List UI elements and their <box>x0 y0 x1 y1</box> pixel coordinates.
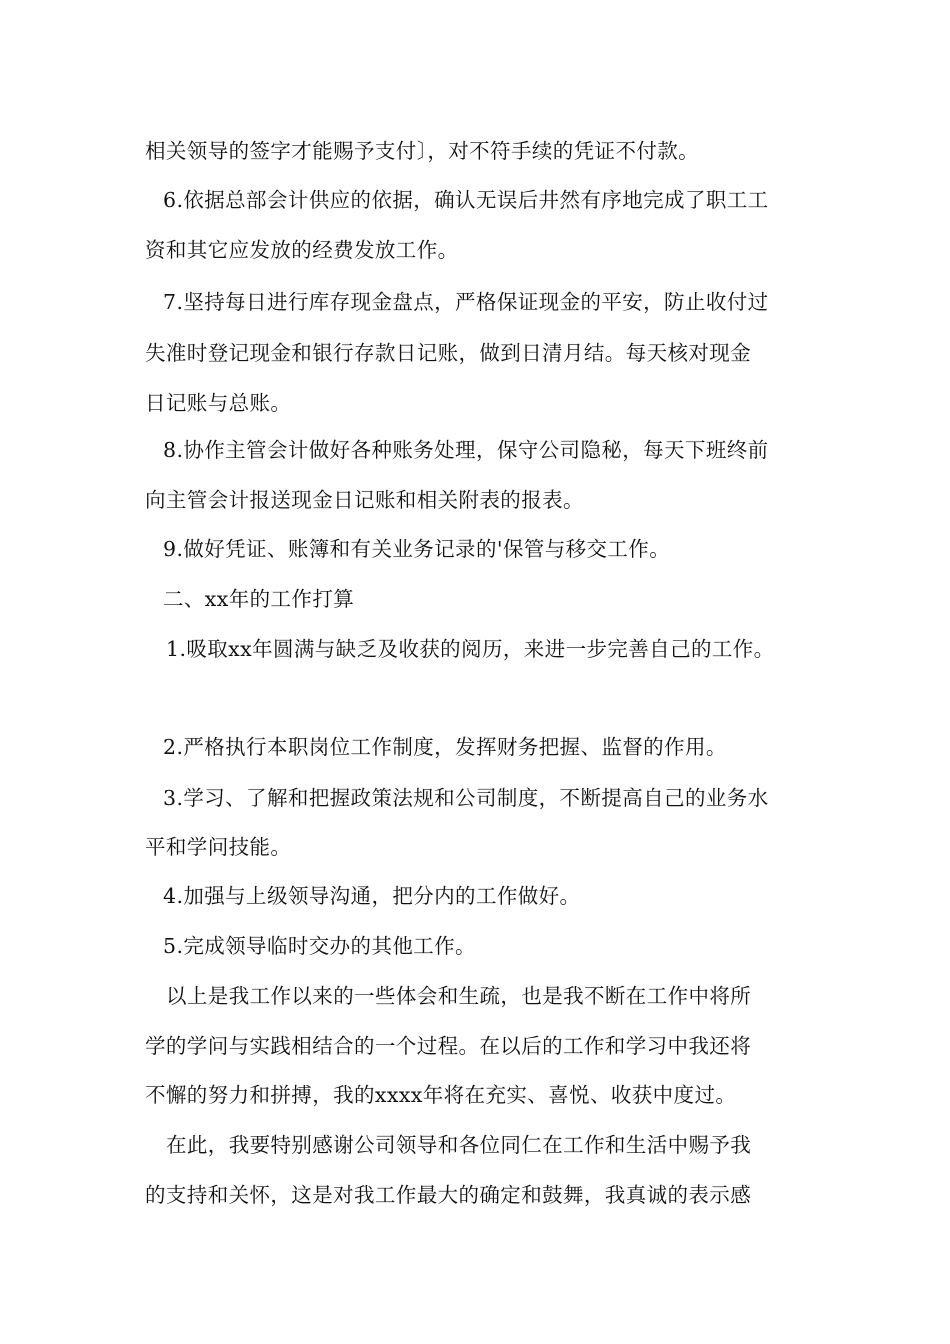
plan-item-4: 4.加强与上级领导沟通，把分内的工作做好。 <box>163 884 581 908</box>
text-line-14: 平和学问技能。 <box>145 835 292 859</box>
text-line-18: 学的学问与实践相结合的一个过程。在以后的工作和学习中我还将 <box>145 1034 752 1058</box>
text-line-17: 以上是我工作以来的一些体会和生疏，也是我不断在工作中将所 <box>166 984 752 1008</box>
text-line-21: 的支持和关怀，这是对我工作最大的确定和鼓舞，我真诚的表示感 <box>145 1183 752 1207</box>
text-line-6: 日记账与总账。 <box>145 391 292 415</box>
list-item-9: 9.做好凭证、账簿和有关业务记录的'保管与移交工作。 <box>163 537 671 561</box>
plan-item-5: 5.完成领导临时交办的其他工作。 <box>163 934 476 958</box>
text-line-19: 不懈的努力和拼搏，我的xxxx年将在充实、喜悦、收获中度过。 <box>145 1083 737 1107</box>
list-item-7: 7.坚持每日进行库存现金盘点，严格保证现金的平安，防止收付过 <box>163 290 769 314</box>
list-item-8: 8.协作主管会计做好各种账务处理，保守公司隐秘，每天下班终前 <box>163 438 769 462</box>
text-line-3: 资和其它应发放的经费发放工作。 <box>145 238 459 262</box>
plan-item-3: 3.学习、了解和把握政策法规和公司制度，不断提高自己的业务水 <box>163 786 769 810</box>
text-line-20: 在此，我要特别感谢公司领导和各位同仁在工作和生活中赐予我 <box>166 1133 752 1157</box>
text-line-5: 失准时登记现金和银行存款日记账，做到日清月结。每天核对现金 <box>145 341 752 365</box>
text-line-8: 向主管会计报送现金日记账和相关附表的报表。 <box>145 488 584 512</box>
plan-item-1: 1.吸取xx年圆满与缺乏及收获的阅历，来进一步完善自己的工作。 <box>166 637 775 661</box>
section-heading: 二、xx年的工作打算 <box>163 587 355 611</box>
plan-item-2: 2.严格执行本职岗位工作制度，发挥财务把握、监督的作用。 <box>163 735 727 759</box>
list-item-6: 6.依据总部会计供应的依据，确认无误后井然有序地完成了职工工 <box>163 188 769 212</box>
text-line-1: 相关领导的签字才能赐予支付〕，对不符手续的凭证不付款。 <box>145 139 700 163</box>
